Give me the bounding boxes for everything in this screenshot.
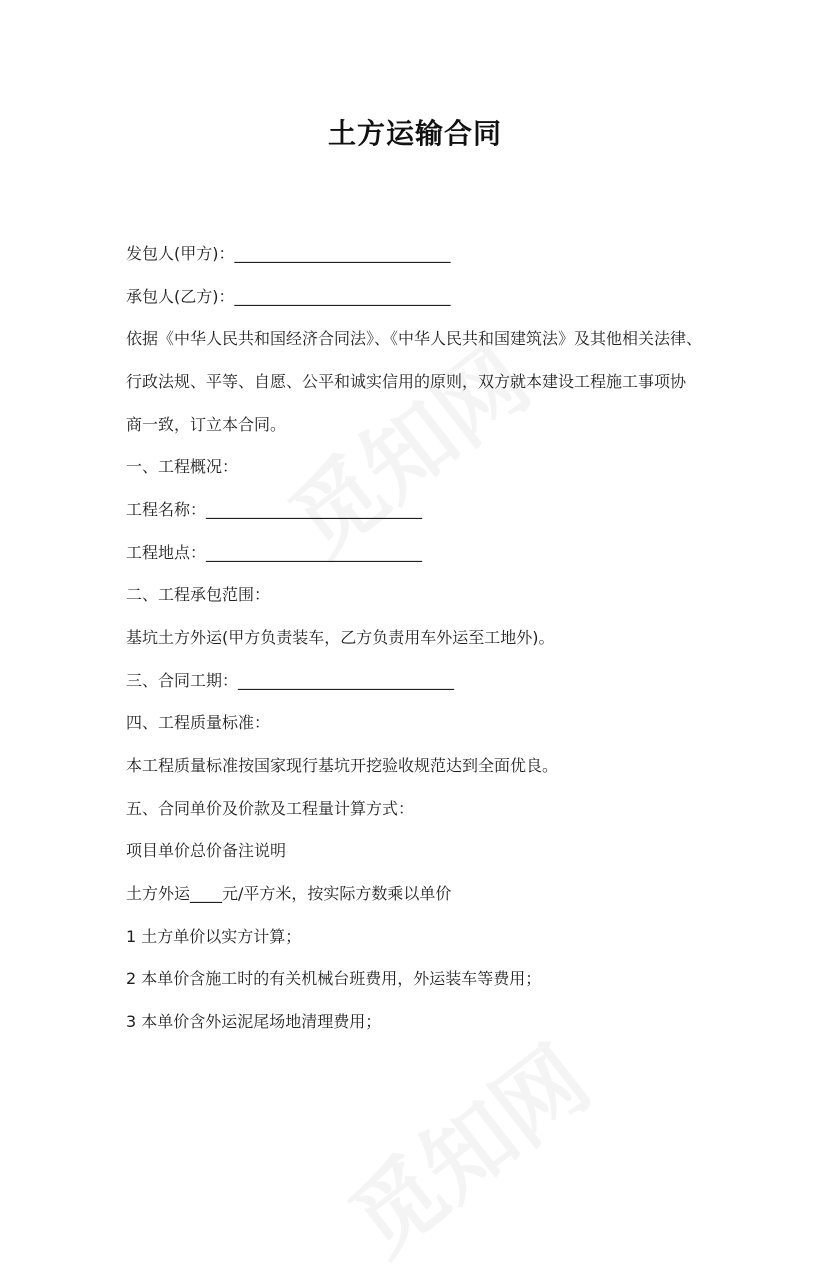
price-table-header: 项目单价总价备注说明 [126,841,287,860]
note-line-2: 2 本单价含施工时的有关机械台班费用，外运装车等费用； [126,969,542,988]
project-name-line: 工程名称：___________________________ [126,500,423,519]
section-5-heading: 五、合同单价及价款及工程量计算方式： [126,799,415,818]
note-line-3: 3 本单价含外运泥尾场地清理费用； [126,1012,382,1031]
scope-line: 基坑土方外运(甲方负责装车，乙方负责用车外运至工地外)。 [126,628,555,647]
section-3-line: 三、合同工期：___________________________ [126,671,455,690]
preamble-line-2: 行政法规、平等、自愿、公平和诚实信用的原则，双方就本建设工程施工事项协 [126,372,687,391]
quality-line: 本工程质量标准按国家现行基坑开挖验收规范达到全面优良。 [126,756,559,775]
preamble-line-3: 商一致，订立本合同。 [126,415,287,434]
party-a-line: 发包人(甲方)：___________________________ [126,244,451,263]
price-item-line: 土方外运____元/平方米，按实际方数乘以单价 [126,884,452,903]
section-2-heading: 二、工程承包范围： [126,585,271,604]
preamble-line-1: 依据《中华人民共和国经济合同法》、《中华人民共和国建筑法》及其他相关法律、 [126,329,703,348]
watermark-logo [319,1011,612,1279]
project-location-line: 工程地点：___________________________ [126,543,423,562]
watermark-logo [259,311,552,580]
document-title: 土方运输合同 [327,117,502,150]
note-line-1: 1 土方单价以实方计算； [126,927,302,946]
section-4-heading: 四、工程质量标准： [126,713,271,732]
section-1-heading: 一、工程概况： [126,457,239,476]
party-b-line: 承包人(乙方)：___________________________ [126,287,451,306]
